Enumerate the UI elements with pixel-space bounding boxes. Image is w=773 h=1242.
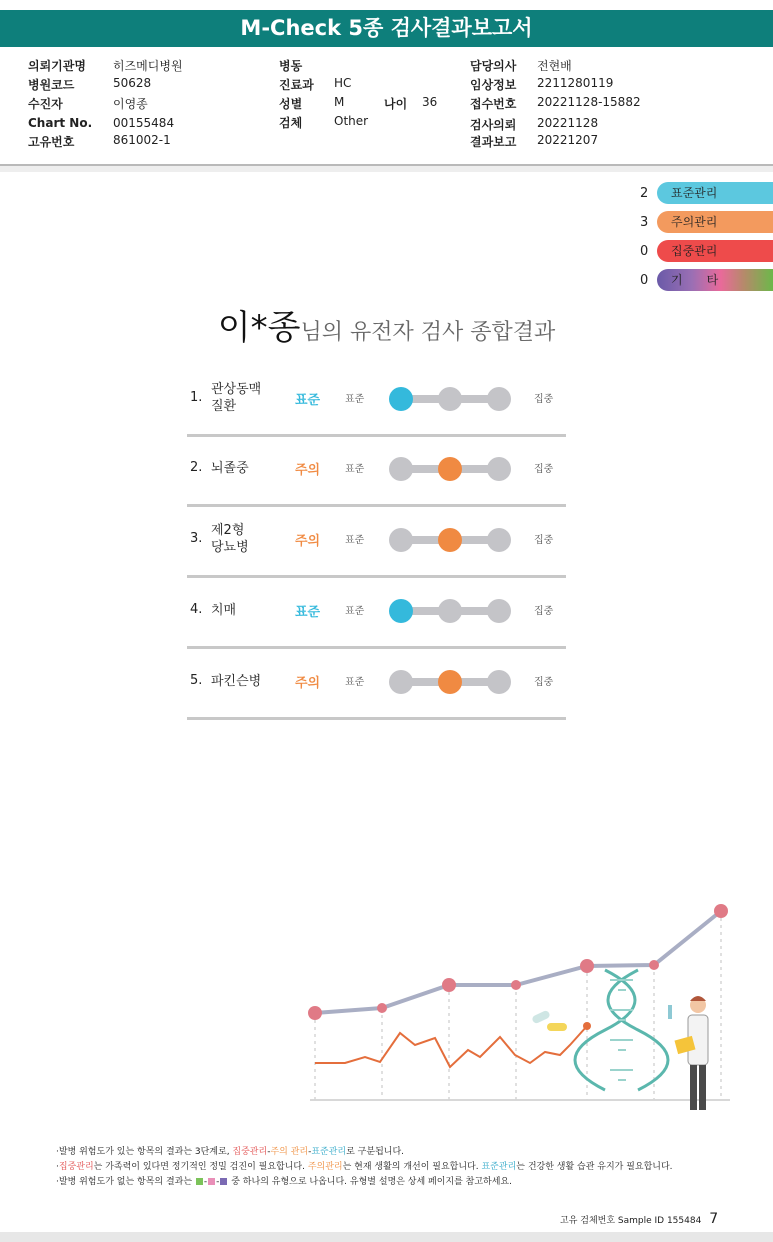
info-value: 히즈메디병원	[113, 59, 183, 73]
level-dot	[438, 599, 462, 623]
info-row	[279, 76, 352, 93]
scale-left-label: 표준	[345, 677, 365, 688]
info-label: 접수번호	[470, 97, 517, 111]
sample-id: 고유 검체번호 Sample ID 155484	[560, 1216, 702, 1226]
info-value: 전현배	[537, 59, 572, 73]
info-row	[28, 116, 175, 130]
management-legend	[640, 182, 773, 298]
disease-row	[187, 434, 566, 507]
info-value: 이영종	[113, 97, 148, 111]
disease-status: 주의	[295, 676, 321, 691]
info-value: 36	[422, 95, 438, 109]
disease-name-line: 당뇨병	[211, 540, 249, 555]
dna-growth-illustration	[300, 895, 740, 1120]
summary-suffix: 님의 유전자 검사 종합결과	[300, 320, 556, 345]
info-row	[279, 57, 302, 74]
legend-pill-standard: 표준관리	[657, 182, 773, 204]
info-label: 고유번호	[28, 135, 75, 149]
disease-name	[211, 522, 249, 556]
info-value: 20221128	[537, 116, 599, 130]
footnote-caution: 주의관리	[307, 1162, 343, 1172]
info-row	[28, 76, 152, 93]
scale-left-label: 표준	[345, 535, 365, 546]
green-square-icon	[196, 1178, 203, 1185]
footnote-line-2: ·집중관리는 가족력이 있다면 정기적인 정밀 검진이 필요합니다. 주의관리는 현재 생활의 개선이 필요합니다. 표준관리는 건강한 생활 습관 유지가 필요합니다.	[56, 1162, 673, 1172]
disease-name-line: 질환	[211, 399, 237, 414]
footnote-intensive: 집중관리	[232, 1147, 268, 1157]
summary-title	[0, 300, 773, 349]
disease-name	[211, 673, 261, 690]
info-row	[470, 95, 641, 112]
info-row	[470, 57, 572, 74]
level-dot	[487, 670, 511, 694]
disease-name	[211, 460, 249, 477]
info-row-age	[384, 95, 438, 112]
info-value: HC	[334, 76, 352, 90]
active-level-dot	[389, 387, 413, 411]
disease-name-line: 제2형	[211, 523, 245, 538]
info-row	[470, 133, 599, 150]
patient-name: 이*종	[217, 308, 301, 348]
active-level-dot	[438, 457, 462, 481]
info-value: 20221207	[537, 133, 599, 147]
disease-name	[211, 602, 236, 619]
legend-row-other	[640, 269, 773, 298]
disease-row	[187, 505, 566, 578]
level-dot	[438, 387, 462, 411]
disease-row	[187, 576, 566, 649]
info-label: 나이	[384, 97, 408, 111]
disease-number: 2.	[190, 460, 203, 475]
info-row	[28, 95, 148, 112]
report-title: M-Check 5종 검사결과보고서	[0, 10, 773, 47]
info-label: 결과보고	[470, 135, 517, 149]
info-row	[470, 116, 599, 133]
level-dot	[487, 528, 511, 552]
disease-row	[187, 647, 566, 720]
scale-right-label: 집중	[534, 535, 554, 546]
legend-pill-caution: 주의관리	[657, 211, 773, 233]
disease-status: 표준	[295, 605, 321, 620]
risk-level-track	[389, 527, 511, 553]
risk-level-track	[389, 386, 511, 412]
info-label: 진료과	[279, 78, 314, 92]
info-label: 담당의사	[470, 59, 517, 73]
legend-count: 0	[640, 273, 649, 288]
footnote-text: 로 구분됩니다.	[346, 1147, 405, 1157]
level-dot	[389, 670, 413, 694]
disease-status: 주의	[295, 534, 321, 549]
level-dot	[389, 457, 413, 481]
footnote-sep: -	[267, 1147, 271, 1157]
disease-number: 4.	[190, 602, 203, 617]
footnotes	[56, 1145, 673, 1190]
footnote-text: ·발병 위험도가 있는 항목의 결과는 3단계로,	[56, 1147, 233, 1157]
legend-row-caution	[640, 211, 773, 240]
info-label: 수진자	[28, 97, 63, 111]
disease-row	[187, 364, 566, 437]
active-level-dot	[389, 599, 413, 623]
disease-number: 3.	[190, 531, 203, 546]
legend-pill-intensive: 집중관리	[657, 240, 773, 262]
info-row	[470, 76, 614, 93]
info-value: 20221128-15882	[537, 95, 641, 109]
info-value: 50628	[113, 76, 152, 90]
info-label: 병원코드	[28, 78, 75, 92]
scale-right-label: 집중	[534, 464, 554, 475]
scale-right-label: 집중	[534, 677, 554, 688]
level-dot	[487, 387, 511, 411]
footnote-sep: -	[308, 1147, 312, 1157]
info-label: Chart No.	[28, 116, 93, 130]
scale-right-label: 집중	[534, 606, 554, 617]
active-level-dot	[438, 670, 462, 694]
disease-name-line: 파킨슨병	[211, 674, 262, 689]
footnote-standard: 표준관리	[481, 1162, 517, 1172]
footnote-sep: -	[203, 1177, 208, 1187]
disease-name-line: 치매	[211, 603, 237, 618]
scale-left-label: 표준	[345, 464, 365, 475]
risk-level-track	[389, 669, 511, 695]
legend-count: 2	[640, 186, 649, 201]
info-value: Other	[334, 114, 369, 128]
info-row	[279, 114, 369, 131]
info-value: 861002-1	[113, 133, 171, 147]
level-dot	[487, 599, 511, 623]
info-label: 병동	[279, 59, 303, 73]
disease-status: 표준	[295, 393, 321, 408]
scale-left-label: 표준	[345, 394, 365, 405]
page-bottom-strip	[0, 1232, 773, 1242]
info-value: 2211280119	[537, 76, 614, 90]
footnote-text: 중 하나의 유형으로 나옵니다. 유형별 설명은 상세 페이지를 참고하세요.	[228, 1177, 512, 1187]
info-label: 의뢰기관명	[28, 59, 86, 73]
section-divider	[0, 166, 773, 172]
level-dot	[487, 457, 511, 481]
footnote-intensive: 집중관리	[58, 1162, 94, 1172]
scale-left-label: 표준	[345, 606, 365, 617]
footnote-caution: 주의 관리	[270, 1147, 309, 1157]
info-row	[28, 57, 183, 74]
disease-name-line: 관상동맥	[211, 382, 262, 397]
purple-square-icon	[220, 1178, 227, 1185]
info-row	[279, 95, 345, 112]
page-number: 7	[709, 1211, 719, 1227]
info-label: 검사의뢰	[470, 118, 517, 132]
info-label: 성별	[279, 97, 303, 111]
footnote-line-3	[56, 1175, 673, 1190]
risk-level-track	[389, 456, 511, 482]
legend-row-intensive	[640, 240, 773, 269]
footnote-text: 는 건강한 생활 습관 유지가 필요합니다.	[516, 1162, 673, 1172]
legend-count: 3	[640, 215, 649, 230]
footnote-text: 는 현재 생활의 개선이 필요합니다.	[342, 1162, 482, 1172]
level-dot	[389, 528, 413, 552]
info-label: 임상정보	[470, 78, 517, 92]
disease-name-line: 뇌졸중	[211, 461, 249, 476]
footnote-text: 는 가족력이 있다면 정기적인 정밀 검진이 필요합니다.	[93, 1162, 308, 1172]
active-level-dot	[438, 528, 462, 552]
legend-count: 0	[640, 244, 649, 259]
pink-square-icon	[208, 1178, 215, 1185]
disease-status: 주의	[295, 463, 321, 478]
footnote-line-1	[56, 1145, 673, 1160]
risk-level-track	[389, 598, 511, 624]
page-footer	[560, 1211, 718, 1227]
info-row	[28, 133, 171, 150]
legend-pill-other: 기 타	[657, 269, 773, 291]
disease-number: 5.	[190, 673, 203, 688]
info-value: 00155484	[113, 116, 175, 130]
disease-number: 1.	[190, 390, 203, 405]
footnote-sep: -	[216, 1177, 220, 1187]
info-value: M	[334, 95, 345, 109]
footnote-standard: 표준관리	[311, 1147, 347, 1157]
patient-info	[0, 54, 773, 166]
footnote-text: ·발병 위험도가 없는 항목의 결과는	[56, 1177, 195, 1187]
scale-right-label: 집중	[534, 394, 554, 405]
disease-name	[211, 381, 261, 415]
legend-row-standard	[640, 182, 773, 211]
info-label: 검체	[279, 116, 303, 130]
